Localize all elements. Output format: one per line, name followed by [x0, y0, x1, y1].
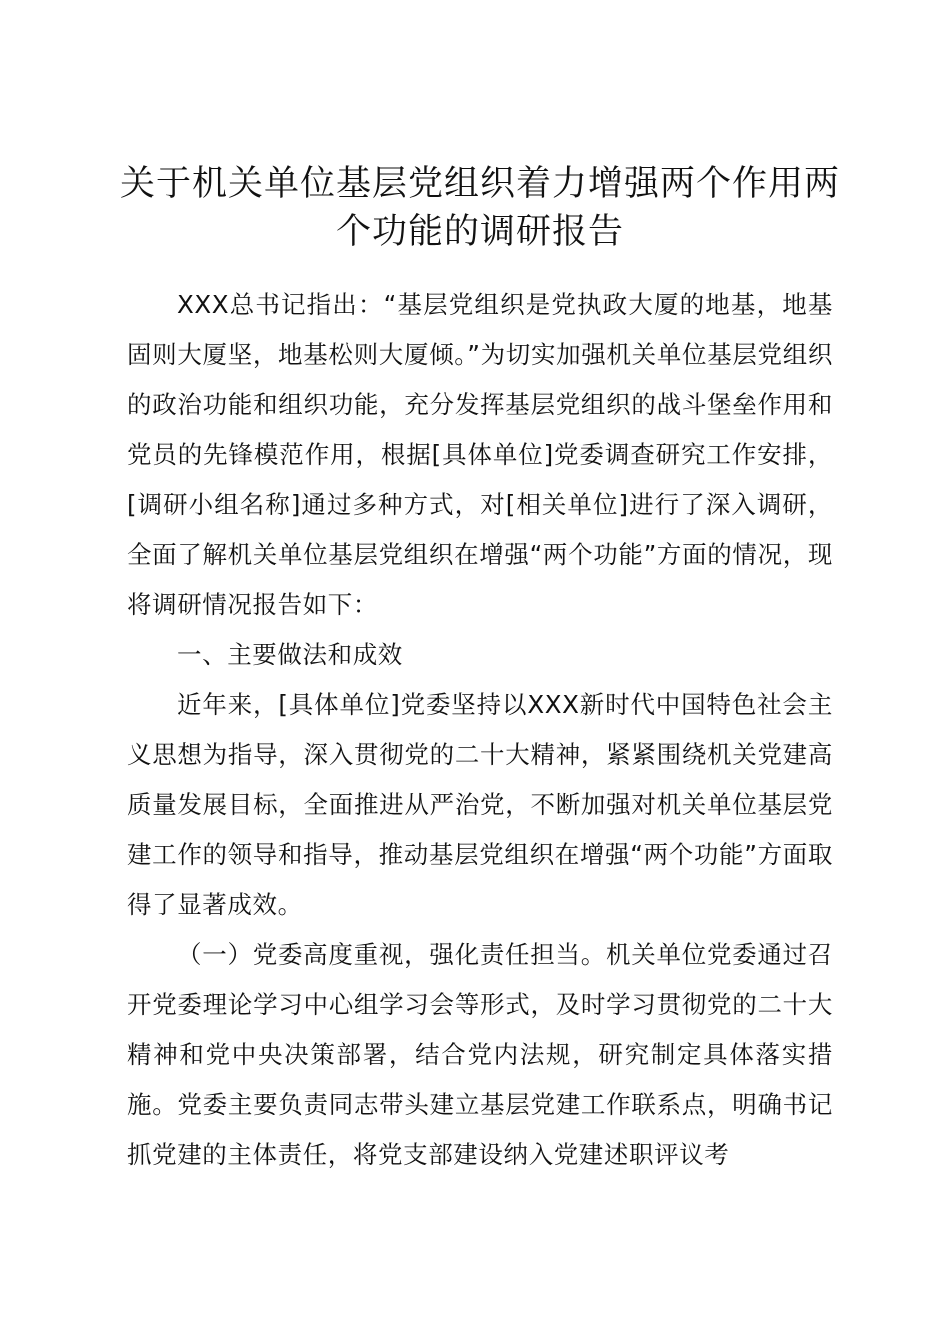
paragraph-intro: XXX总书记指出：“基层党组织是党执政大厦的地基，地基固则大厦坚，地基松则大厦倾。”为切实加强机关单位基层党组织的政治功能和组织功能，充分发挥基层党组织的战斗堡垒作用和党员的先锋模范作用，根据[具体单位]党委调查研究工作安排，[调研小组名称]通过多种方式，对[相关单位]进行了深入调研，全面了解机关单位基层党组织在增强“两个功能”方面的情况，现将调研情况报告如下：: [127, 290, 833, 619]
paragraph-subsection-1: （一）党委高度重视，强化责任担当。机关单位党委通过召开党委理论学习中心组学习会等形式，及时学习贯彻党的二十大精神和党中央决策部署，结合党内法规，研究制定具体落实措施。党委主要负责同志带头建立基层党建工作联系点，明确书记抓党建的主体责任，将党支部建设纳入党建述职评议考: [127, 940, 833, 1169]
document-body: [127, 280, 833, 1180]
document-title: 关于机关单位基层党组织着力增强两个作用两个功能的调研报告: [120, 164, 841, 252]
paragraph-achievements: 近年来，[具体单位]党委坚持以XXX新时代中国特色社会主义思想为指导，深入贯彻党的二十大精神，紧紧围绕机关党建高质量发展目标，全面推进从严治党，不断加强对机关单位基层党建工作的领导和指导，推动基层党组织在增强“两个功能”方面取得了显著成效。: [127, 690, 833, 919]
section-heading: 一、主要做法和成效: [177, 640, 403, 669]
